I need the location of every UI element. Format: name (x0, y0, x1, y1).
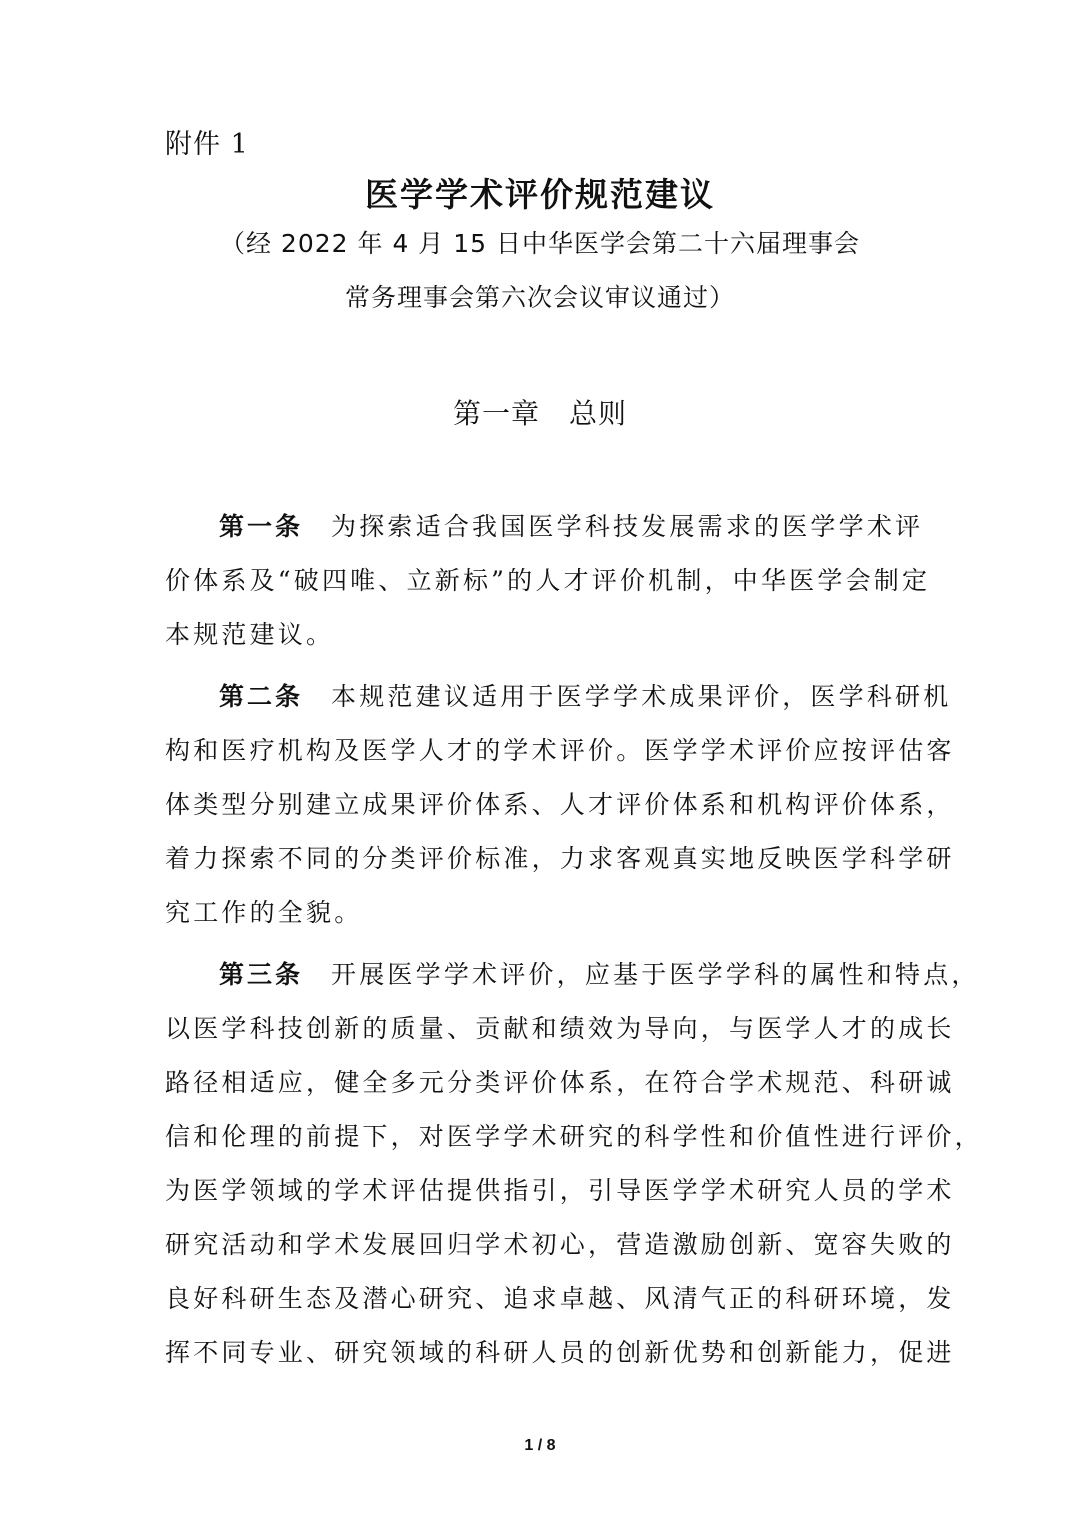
subtitle-line-1: （经 2022 年 4 月 15 日中华医学会第二十六届理事会 (219, 229, 861, 258)
article-line (165, 500, 924, 554)
article-line: 挥不同专业、研究领域的科研人员的创新优势和创新能力，促进 (165, 1338, 955, 1367)
article-line: 路径相适应，健全多元分类评价体系，在符合学术规范、科研诚 (165, 1068, 955, 1097)
article-line: 构和医疗机构及医学人才的学术评价。医学学术评价应按评估客 (165, 736, 955, 765)
article-line: 研究活动和学术发展回归学术初心，营造激励创新、宽容失败的 (165, 1230, 955, 1259)
article-3 (165, 948, 983, 1380)
article-text: 本规范建议适用于医学学术成果评价，医学科研机 (331, 682, 952, 711)
article-line: 本规范建议。 (165, 620, 335, 649)
article-2 (165, 670, 955, 940)
article-text: 开展医学学术评价，应基于医学学科的属性和特点， (331, 960, 980, 989)
document-title: 医学学术评价规范建议 (365, 175, 715, 214)
article-line: 以医学科技创新的质量、贡献和绩效为导向，与医学人才的成长 (165, 1014, 955, 1043)
article-label: 第三条 (219, 960, 304, 989)
attachment-label: 附件 1 (165, 129, 249, 160)
article-1 (165, 500, 931, 662)
article-line (165, 670, 952, 724)
article-line: 为医学领域的学术评估提供指引，引导医学学术研究人员的学术 (165, 1176, 955, 1205)
article-line: 信和伦理的前提下，对医学学术研究的科学性和价值性进行评价， (165, 1122, 983, 1151)
article-line: 体类型分别建立成果评价体系、人才评价体系和机构评价体系， (165, 790, 955, 819)
article-line: 价体系及“破四唯、立新标”的人才评价机制，中华医学会制定 (165, 566, 931, 595)
subtitle-line-2: 常务理事会第六次会议审议通过） (344, 283, 735, 312)
article-line: 究工作的全貌。 (165, 898, 363, 927)
article-line: 着力探索不同的分类评价标准，力求客观真实地反映医学科学研 (165, 844, 955, 873)
page-number: 1 / 8 (524, 1437, 556, 1454)
article-text: 为探索适合我国医学科技发展需求的医学学术评 (331, 512, 924, 541)
article-label: 第一条 (219, 512, 304, 541)
article-line (165, 948, 980, 1002)
article-label: 第二条 (219, 682, 304, 711)
article-line: 良好科研生态及潜心研究、追求卓越、风清气正的科研环境，发 (165, 1284, 955, 1313)
chapter-heading: 第一章 总则 (452, 397, 627, 430)
